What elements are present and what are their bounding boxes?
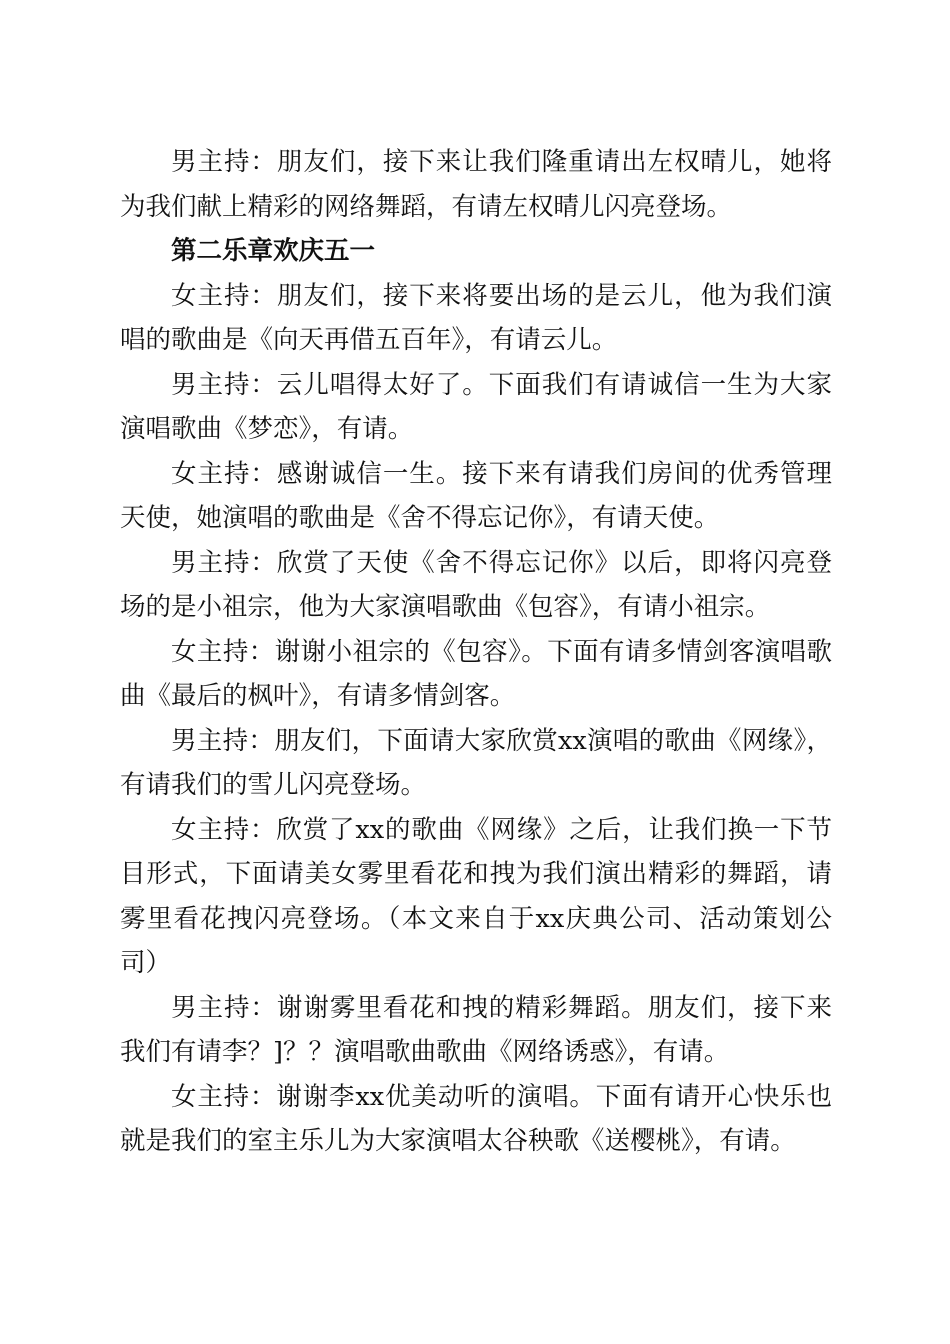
section-heading: 第二乐章欢庆五一 — [171, 236, 376, 266]
document-body — [120, 140, 832, 1164]
paragraph: 男主持：朋友们，下面请大家欣赏xx演唱的歌曲《网缘》，有请我们的雪儿闪亮登场。 — [120, 725, 832, 800]
paragraph: 女主持：感谢诚信一生。接下来有请我们房间的优秀管理天使，她演唱的歌曲是《舍不得忘记你》，有请天使。 — [120, 458, 832, 533]
paragraph: 男主持：谢谢雾里看花和拽的精彩舞蹈。朋友们，接下来我们有请李？]？？演唱歌曲歌曲《网络诱惑》，有请。 — [120, 992, 832, 1067]
paragraph: 女主持：谢谢李xx优美动听的演唱。下面有请开心快乐也就是我们的室主乐儿为大家演唱太谷秧歌《送樱桃》，有请。 — [120, 1081, 832, 1156]
paragraph: 女主持：欣赏了xx的歌曲《网缘》之后，让我们换一下节目形式，下面请美女雾里看花和拽为我们演出精彩的舞蹈，请雾里看花拽闪亮登场。（本文来自于xx庆典公司、活动策划公司） — [120, 814, 832, 978]
paragraph: 男主持：朋友们，接下来让我们隆重请出左权晴儿，她将为我们献上精彩的网络舞蹈，有请左权晴儿闪亮登场。 — [120, 147, 832, 222]
paragraph: 女主持：谢谢小祖宗的《包容》。下面有请多情剑客演唱歌曲《最后的枫叶》，有请多情剑客。 — [120, 636, 832, 711]
paragraph: 女主持：朋友们，接下来将要出场的是云儿，他为我们演唱的歌曲是《向天再借五百年》，有请云儿。 — [120, 280, 832, 355]
paragraph: 男主持：欣赏了天使《舍不得忘记你》以后，即将闪亮登场的是小祖宗，他为大家演唱歌曲《包容》，有请小祖宗。 — [120, 547, 832, 622]
paragraph: 男主持：云儿唱得太好了。下面我们有请诚信一生为大家演唱歌曲《梦恋》，有请。 — [120, 369, 832, 444]
